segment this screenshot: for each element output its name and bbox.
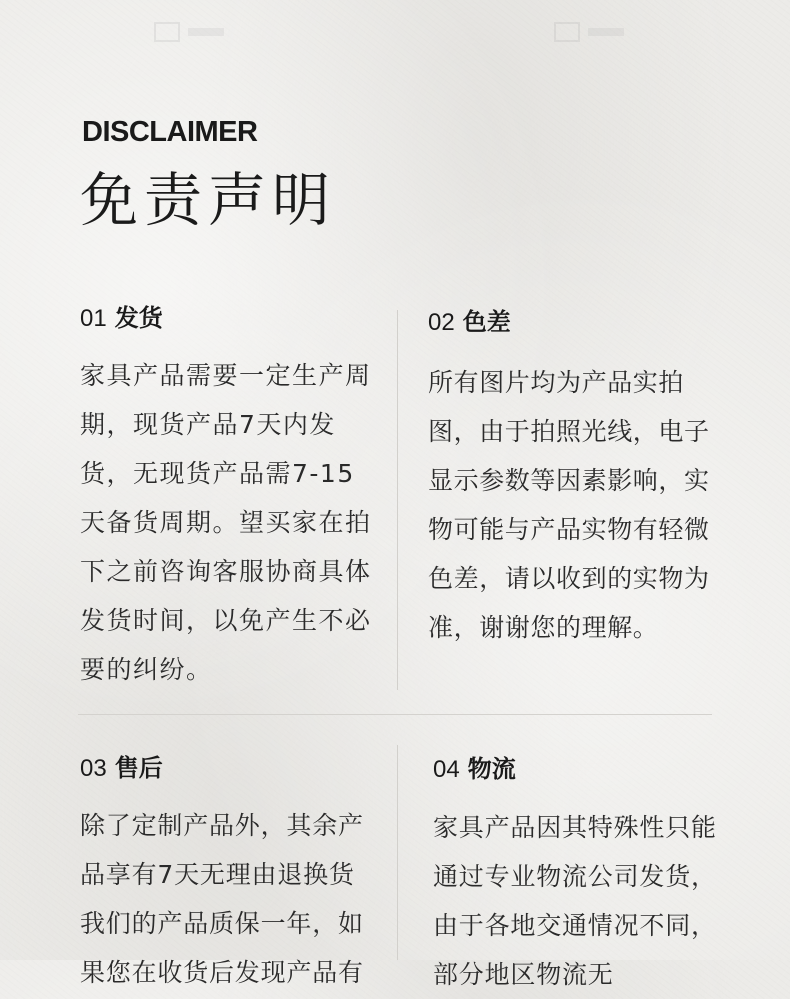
- section-text: 家具产品需要一定生产周期，现货产品7天内发货，无现货产品需7-15天备货周期。望买家在拍下之前咨询客服协商具体发货时间，以免产生不必要的纠纷。: [80, 361, 372, 684]
- section-number: 03: [80, 755, 107, 782]
- section-text: 所有图片均为产品实拍图，由于拍照光线，电子显示参数等因素影响，实物可能与产品实物有轻微色差，请以收到的实物为准，谢谢您的理解。: [428, 368, 710, 642]
- section-title: 售后: [114, 754, 163, 782]
- section-logistics: [433, 757, 717, 999]
- section-title: 色差: [462, 308, 511, 336]
- section-color-difference: [428, 310, 712, 652]
- column-divider: [397, 745, 398, 960]
- section-title: 发货: [114, 304, 163, 332]
- section-heading: [433, 757, 717, 782]
- section-heading: [80, 756, 380, 781]
- section-heading: [428, 310, 712, 335]
- section-number: 04: [433, 756, 460, 783]
- section-number: 01: [80, 305, 107, 332]
- section-text: 家具产品因其特殊性只能通过专业物流公司发货，由于各地交通情况不同，部分地区物流无: [433, 813, 717, 989]
- page-title-en: DISCLAIMER: [82, 116, 258, 148]
- column-divider: [397, 310, 398, 690]
- page-title: 免责声明: [80, 166, 337, 234]
- section-text: 除了定制产品外，其余产品享有7天无理由退换货我们的产品质保一年，如果您在收货后发现产品有: [80, 811, 364, 987]
- section-number: 02: [428, 309, 455, 336]
- watermark-logo: [554, 18, 628, 46]
- watermark-logo: [154, 18, 228, 46]
- row-divider: [78, 714, 712, 715]
- section-title: 物流: [467, 755, 516, 783]
- section-heading: [80, 306, 376, 331]
- section-after-sales: [80, 756, 380, 997]
- section-shipping: [80, 306, 376, 694]
